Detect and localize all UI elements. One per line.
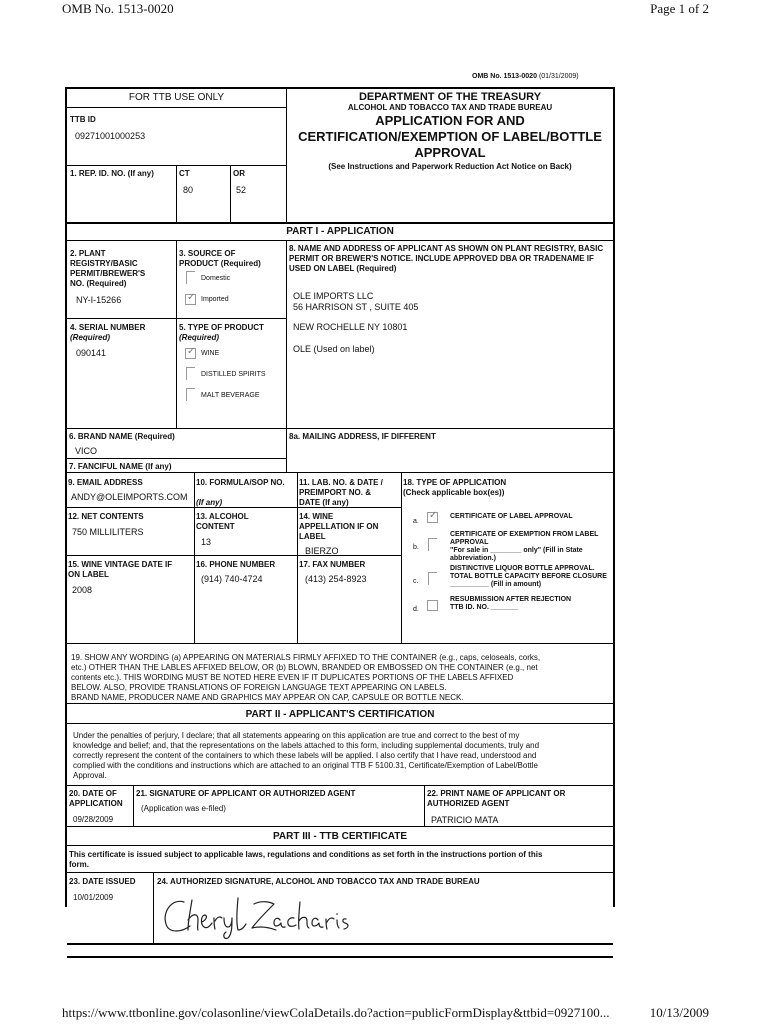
ttb-use-only: FOR TTB USE ONLY xyxy=(128,92,225,103)
net-contents-label: 12. NET CONTENTS xyxy=(68,512,144,521)
signature-value: (Application was e-filed) xyxy=(141,804,226,813)
instructions-note: (See Instructions and Paperwork Reduction Act Notice on Back) xyxy=(328,162,572,171)
rep-id-label: 1. REP. ID. NO. (If any) xyxy=(70,169,154,178)
lab-no-label: 11. LAB. NO. & DATE / PREIMPORT NO. & DATE (If any) xyxy=(299,478,383,507)
option-c-letter: c. xyxy=(413,578,419,585)
option-d-letter: d. xyxy=(413,606,419,613)
option-a-text: CERTIFICATE OF LABEL APPROVAL xyxy=(450,513,573,520)
alcohol-label: 13. ALCOHOL CONTENT xyxy=(196,512,249,531)
ct-value: 80 xyxy=(183,185,194,195)
vintage-label: 15. WINE VINTAGE DATE IF ON LABEL xyxy=(68,560,173,579)
date-issued-label: 23. DATE ISSUED xyxy=(69,877,136,886)
bureau: ALCOHOL AND TOBACCO TAX AND TRADE BUREAU xyxy=(347,103,553,112)
signature-label: 21. SIGNATURE OF APPLICANT OR AUTHORIZED AGENT xyxy=(136,789,356,798)
malt-checkbox[interactable] xyxy=(186,388,195,401)
form-omb xyxy=(472,73,579,80)
net-contents-value: 750 MILLILITERS xyxy=(72,527,144,537)
date-of-application-label: 20. DATE OF APPLICATION xyxy=(69,789,123,808)
form-title-line2: CERTIFICATION/EXEMPTION OF LABEL/BOTTLE xyxy=(298,129,602,144)
or-label: OR xyxy=(233,169,245,178)
fax-value: (413) 254-8923 xyxy=(305,574,367,584)
spirits-checkbox[interactable] xyxy=(186,367,195,380)
print-name-label: 22. PRINT NAME OF APPLICANT OR AUTHORIZED AGENT xyxy=(427,789,566,808)
email-value: ANDY@OLEIMPORTS.COM xyxy=(71,492,188,502)
brand-value: VICO xyxy=(75,446,98,456)
ct-label: CT xyxy=(179,169,190,178)
email-label: 9. EMAIL ADDRESS xyxy=(68,478,143,487)
mailing-label: 8a. MAILING ADDRESS, IF DIFFERENT xyxy=(289,432,436,441)
alcohol-value: 13 xyxy=(201,537,212,547)
product-type-label: 5. TYPE OF PRODUCT (Required) xyxy=(179,323,264,342)
applicant-address-2: NEW ROCHELLE NY 10801 xyxy=(293,322,408,332)
appellation-label: 14. WINE APPELLATION IF ON LABEL xyxy=(299,512,379,541)
fax-label: 17. FAX NUMBER xyxy=(299,560,366,569)
imported-label: Imported xyxy=(201,296,229,303)
authorized-signature xyxy=(158,890,358,940)
option-b-letter: b. xyxy=(413,544,419,551)
app-type-label: 18. TYPE OF APPLICATION (Check applicable box(es)) xyxy=(403,478,507,497)
option-a-letter: a. xyxy=(413,518,419,525)
malt-label: MALT BEVERAGE xyxy=(201,392,260,399)
form-omb-date: (01/31/2009) xyxy=(538,73,579,80)
omb-header: OMB No. 1513-0020 xyxy=(62,1,174,16)
print-name-value: PATRICIO MATA xyxy=(431,815,499,825)
option-c-text: DISTINCTIVE LIQUOR BOTTLE APPROVAL. TOTAL BOTTLE CAPACITY BEFORE CLOSURE __________ (Fill in amount) xyxy=(450,565,607,588)
label-approval-checkbox[interactable] xyxy=(427,512,438,523)
part1-heading: PART I - APPLICATION xyxy=(286,226,394,237)
item19-text: 19. SHOW ANY WORDING (a) APPEARING ON MATERIALS FIRMLY AFFIXED TO THE CONTAINER (e.g., caps, celoseals, corks, etc.) OTHER THAN THE LABLES AFFIXED BELOW, OR (b) BLOWN, BRANDED OR EMBOSSED ON THE CONTAINER (e.g., net contents etc.). THIS WORDING MUST BE NOTED HERE EVEN IF IT DUPLICATES PORTIONS OF THE LABELS AFFIXED BELOW. ALSO, PROVIDE TRANSLATIONS OF FOREIGN LANGUAGE TEXT APPEARING ON LABELS. BRAND NAME, PRODUCER NAME AND GRAPHICS MAY APPEAR ON CAP, CAPSULE OR BOTTLE NECK. xyxy=(71,653,541,702)
page-url[interactable]: https://www.ttbonline.gov/colasonline/viewColaDetails.do?action=publicFormDisplay&ttbid=0927100... xyxy=(62,1005,610,1020)
part2-heading: PART II - APPLICANT'S CERTIFICATION xyxy=(245,709,435,720)
resubmission-checkbox[interactable] xyxy=(427,600,438,611)
phone-label: 16. PHONE NUMBER xyxy=(196,560,276,569)
date-of-application-value: 09/28/2009 xyxy=(73,815,114,824)
date-issued-value: 10/01/2009 xyxy=(73,893,114,902)
phone-value: (914) 740-4724 xyxy=(201,574,263,584)
domestic-label: Domestic xyxy=(201,275,231,282)
exemption-checkbox[interactable] xyxy=(428,538,437,551)
serial-label: 4. SERIAL NUMBER (Required) xyxy=(70,323,146,342)
form-omb-number: OMB No. 1513-0020 xyxy=(472,73,537,80)
imported-checkbox[interactable] xyxy=(185,294,196,305)
distinctive-bottle-checkbox[interactable] xyxy=(428,572,437,585)
brand-label: 6. BRAND NAME (Required) xyxy=(69,432,175,441)
ttb-certificate-text: This certificate is issued subject to applicable laws, regulations and conditions as set forth in the instructions portion of this form. xyxy=(69,850,543,869)
page-number: Page 1 of 2 xyxy=(650,1,709,16)
authorized-signature-label: 24. AUTHORIZED SIGNATURE, ALCOHOL AND TOBACCO TAX AND TRADE BUREAU xyxy=(157,877,480,886)
serial-value: 090141 xyxy=(76,348,107,358)
plant-registry-value: NY-I-15266 xyxy=(76,295,122,305)
form-title-line3: APPROVAL xyxy=(414,145,486,160)
option-b-text: CERTIFICATE OF EXEMPTION FROM LABEL APPROVAL "For sale in ________ only" (Fill in State abbreviation.) xyxy=(450,531,599,562)
form-title-line1: APPLICATION FOR AND xyxy=(375,113,525,128)
appellation-value: BIERZO xyxy=(305,546,339,556)
plant-registry-label: 2. PLANT REGISTRY/BASIC PERMIT/BREWER'S NO. (Required) xyxy=(70,249,146,288)
or-value: 52 xyxy=(236,185,247,195)
department: DEPARTMENT OF THE TREASURY xyxy=(358,91,542,103)
ttb-id-label: TTB ID xyxy=(70,115,96,124)
certification-text: Under the penalties of perjury, I declare; that all statements appearing on this application are true and correct to the best of my knowledge and belief; and, that the representations on the labels attached to this form, including supplemental documents, truly and correctly represent the content of the containers to which these labels will be applied. I also certify that I have read, understood and complied with the conditions and instructions which are attached to an original TTB F 5100.31, Certificate/Exemption of Label/Bottle Approval. xyxy=(73,731,540,780)
domestic-checkbox[interactable] xyxy=(186,271,195,284)
option-d-text: RESUBMISSION AFTER REJECTION TTB ID. NO. _______ xyxy=(450,596,572,611)
fanciful-label: 7. FANCIFUL NAME (If any) xyxy=(69,462,172,471)
spirits-label: DISTILLED SPIRITS xyxy=(201,371,266,378)
print-date: 10/13/2009 xyxy=(649,1005,709,1020)
formula-label: 10. FORMULA/SOP NO. (If any) xyxy=(196,478,285,507)
wine-checkbox[interactable] xyxy=(185,348,196,359)
source-label: 3. SOURCE OF PRODUCT (Required) xyxy=(179,249,261,268)
ttb-id-value: 09271001000253 xyxy=(75,131,146,141)
applicant-dba: OLE (Used on label) xyxy=(293,344,375,354)
applicant-label: 8. NAME AND ADDRESS OF APPLICANT AS SHOWN ON PLANT REGISTRY, BASIC PERMIT OR BREWER'S NOTICE. INCLUDE APPROVED DBA OR TRADENAME IF USED ON LABEL (Required) xyxy=(289,244,604,273)
part3-heading: PART III - TTB CERTIFICATE xyxy=(272,831,408,842)
wine-label: WINE xyxy=(201,350,220,357)
applicant-name: OLE IMPORTS LLC xyxy=(293,291,374,301)
applicant-address-1: 56 HARRISON ST , SUITE 405 xyxy=(293,302,419,312)
vintage-value: 2008 xyxy=(72,585,93,595)
